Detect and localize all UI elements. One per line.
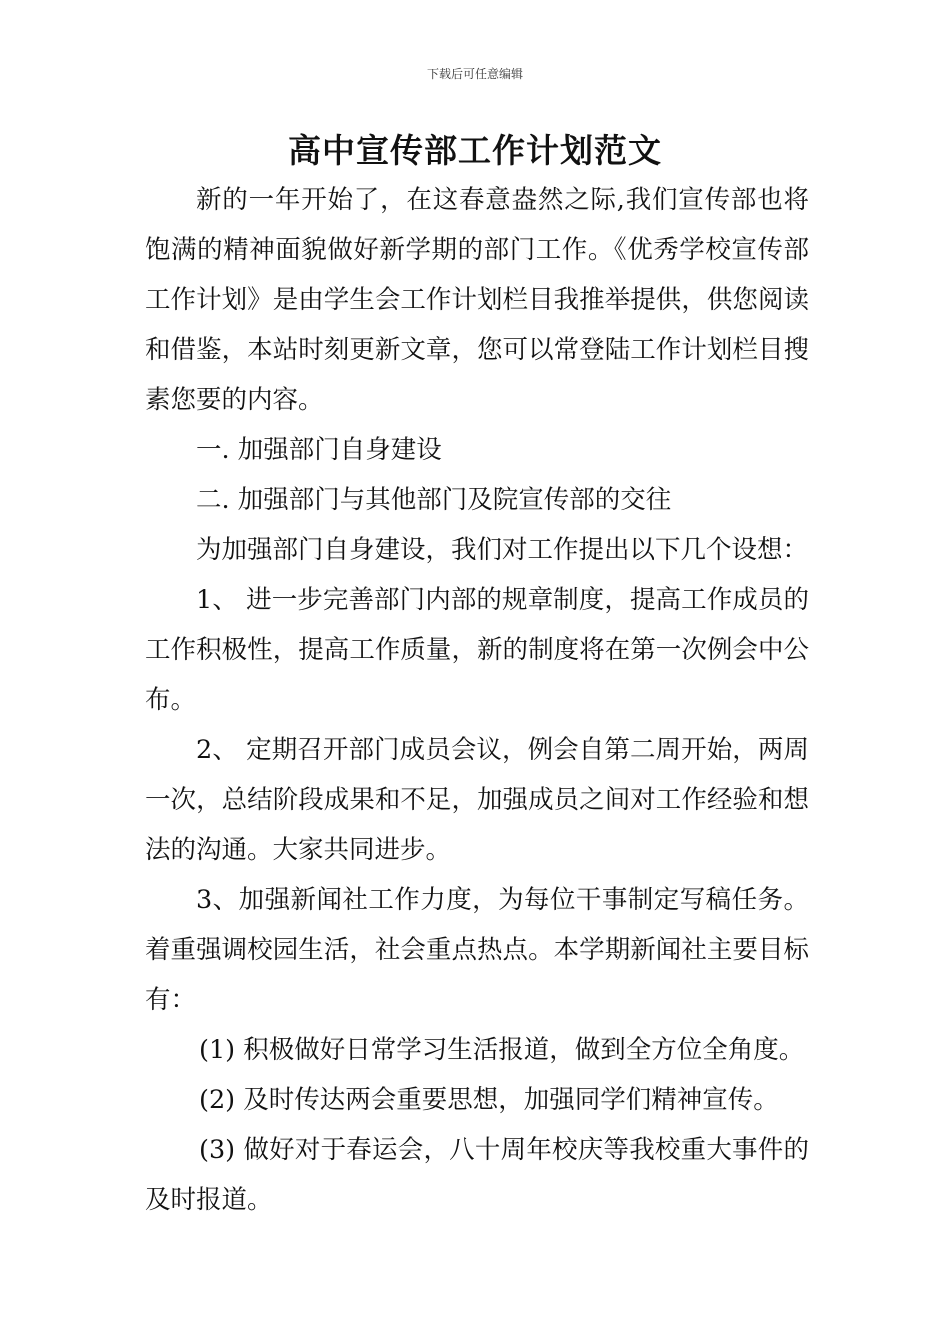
intro-paragraph: 新的一年开始了，在这春意盎然之际,我们宣传部也将饱满的精神面貌做好新学期的部门工作。《优秀学校宣传部工作计划》是由学生会工作计划栏目我推举提供，供您阅读和借鉴，本站时刻更新文章，您可以常登陆工作计划栏目搜素您要的内容。 [145, 185, 809, 415]
plan-intro-paragraph: 为加强部门自身建设，我们对工作提出以下几个设想： [196, 535, 809, 565]
section-heading-1: 一. 加强部门自身建设 [196, 435, 442, 465]
header-note: 下载后可任意编辑 [426, 67, 523, 81]
plan-item-1: 1、 进一步完善部门内部的规章制度，提高工作成员的工作积极性，提高工作质量，新的制度将在第一次例会中公布。 [145, 585, 809, 715]
plan-item-2: 2、 定期召开部门成员会议，例会自第二周开始，两周一次，总结阶段成果和不足，加强成员之间对工作经验和想法的沟通。大家共同进步。 [145, 735, 809, 865]
document-title: 高中宣传部工作计划范文 [288, 131, 662, 170]
goal-item-3: (3) 做好对于春运会，八十周年校庆等我校重大事件的及时报道。 [145, 1135, 809, 1215]
goal-item-1: (1) 积极做好日常学习生活报道，做到全方位全角度。 [199, 1035, 805, 1065]
section-heading-2: 二. 加强部门与其他部门及院宣传部的交往 [196, 485, 672, 515]
goal-item-2: (2) 及时传达两会重要思想，加强同学们精神宣传。 [199, 1085, 779, 1115]
plan-item-3: 3、加强新闻社工作力度，为每位干事制定写稿任务。着重强调校园生活，社会重点热点。本学期新闻社主要目标有： [145, 885, 809, 1015]
document-body [145, 175, 809, 1225]
